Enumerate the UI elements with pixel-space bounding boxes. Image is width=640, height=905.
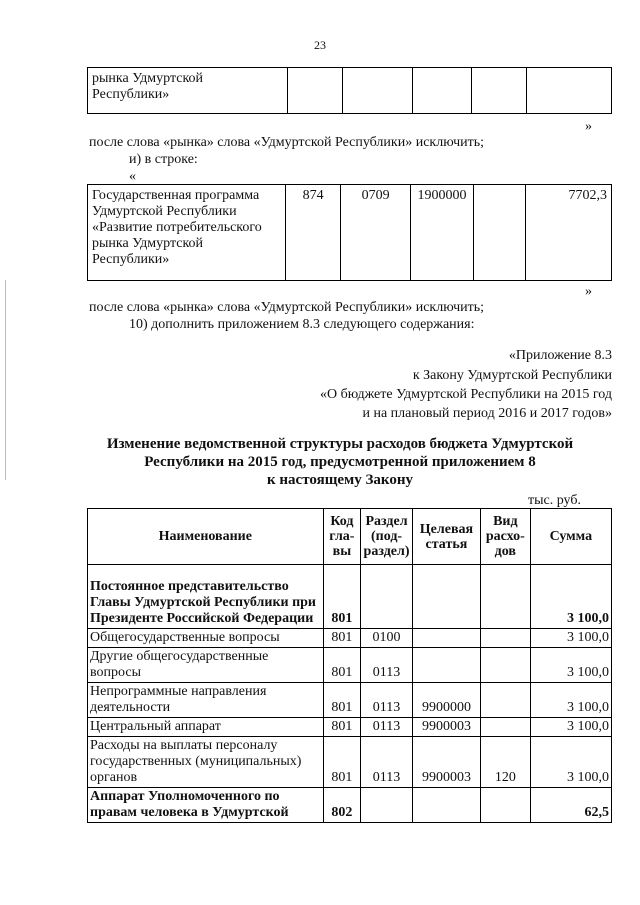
header-code: Код гла-вы <box>323 509 361 565</box>
cell-sum: 7702,3 <box>526 185 612 281</box>
cell-type <box>472 68 527 114</box>
table-row <box>88 648 612 683</box>
header-section: Раздел (под-раздел) <box>361 509 413 565</box>
row-name: Другие общегосударственные вопросы <box>88 648 324 683</box>
table-row <box>88 788 612 823</box>
row-section <box>361 565 413 629</box>
header-name: Наименование <box>88 509 324 565</box>
instruction-item-10: 10) дополнить приложением 8.3 следующего содержания: <box>129 317 475 332</box>
row-type <box>480 718 530 737</box>
row-target <box>412 648 480 683</box>
instruction-subitem: и) в строке: <box>129 152 198 167</box>
row-section: 0113 <box>361 718 413 737</box>
row-name: Непрограммные направления деятельности <box>88 683 324 718</box>
row-name: Государственная программа Удмуртской Республики «Развитие потребительского рынка Удмуртской Республики» <box>88 185 286 281</box>
amendment-table-1 <box>87 67 612 114</box>
page-number: 23 <box>314 38 326 52</box>
row-target: 9900003 <box>412 737 480 788</box>
row-section: 0113 <box>361 648 413 683</box>
row-name: Постоянное представительство Главы Удмуртской Республики при Президенте Российской Федерации <box>88 565 324 629</box>
appendix-line-1: «Приложение 8.3 <box>508 348 612 363</box>
cell-target: 1900000 <box>411 185 473 281</box>
row-target <box>412 629 480 648</box>
row-sum: 3 100,0 <box>530 683 611 718</box>
row-code: 801 <box>323 565 361 629</box>
appendix-line-2: к Закону Удмуртской Республики <box>412 368 612 383</box>
table-title-line-2: Республики на 2015 год, предусмотренной приложением 8 <box>144 454 536 470</box>
row-sum: 62,5 <box>530 788 611 823</box>
units-label: тыс. руб. <box>528 493 581 508</box>
row-type <box>480 788 530 823</box>
table-title-line-3: к настоящему Закону <box>267 472 413 488</box>
header-sum: Сумма <box>530 509 611 565</box>
row-section: 0100 <box>361 629 413 648</box>
row-type <box>480 683 530 718</box>
row-name: Центральный аппарат <box>88 718 324 737</box>
header-target: Целевая статья <box>412 509 480 565</box>
row-name: Расходы на выплаты персоналу государственных (муниципальных) органов <box>88 737 324 788</box>
row-target: 9900000 <box>412 683 480 718</box>
row-code: 801 <box>323 683 361 718</box>
cell-sum <box>527 68 612 114</box>
row-code: 801 <box>323 648 361 683</box>
row-code: 801 <box>323 737 361 788</box>
open-quote: « <box>129 169 136 184</box>
row-section: 0113 <box>361 683 413 718</box>
cell-code: 874 <box>286 185 341 281</box>
scan-edge-mark <box>5 280 6 480</box>
row-type: 120 <box>480 737 530 788</box>
instruction-line-2: после слова «рынка» слова «Удмуртской Республики» исключить; <box>89 300 485 315</box>
row-code: 802 <box>323 788 361 823</box>
row-sum: 3 100,0 <box>530 565 611 629</box>
row-name: рынка Удмуртской Республики» <box>88 68 288 114</box>
amendment-table-2 <box>87 184 612 281</box>
row-name: Аппарат Уполномоченного по правам человека в Удмуртской <box>88 788 324 823</box>
row-sum: 3 100,0 <box>530 629 611 648</box>
row-code: 801 <box>323 718 361 737</box>
row-type <box>480 565 530 629</box>
row-section <box>361 788 413 823</box>
close-quote: » <box>585 119 592 134</box>
row-type <box>480 629 530 648</box>
cell-section: 0709 <box>341 185 411 281</box>
row-type <box>480 648 530 683</box>
table-row <box>88 565 612 629</box>
row-sum: 3 100,0 <box>530 737 611 788</box>
table-row <box>88 737 612 788</box>
row-code: 801 <box>323 629 361 648</box>
row-target: 9900003 <box>412 718 480 737</box>
row-sum: 3 100,0 <box>530 718 611 737</box>
instruction-line: после слова «рынка» слова «Удмуртской Республики» исключить; <box>89 135 485 150</box>
cell-type <box>473 185 526 281</box>
row-section: 0113 <box>361 737 413 788</box>
table-row <box>88 683 612 718</box>
header-type: Вид расхо-дов <box>480 509 530 565</box>
cell-code <box>288 68 343 114</box>
table-title-line-1: Изменение ведомственной структуры расходов бюджета Удмуртской <box>106 436 574 452</box>
row-target <box>412 565 480 629</box>
row-sum: 3 100,0 <box>530 648 611 683</box>
table-row <box>88 718 612 737</box>
row-target <box>412 788 480 823</box>
appendix-line-4: и на плановый период 2016 и 2017 годов» <box>362 406 612 421</box>
table-row <box>88 629 612 648</box>
cell-target <box>412 68 472 114</box>
close-quote-2: » <box>585 284 592 299</box>
cell-section <box>343 68 413 114</box>
row-name: Общегосударственные вопросы <box>88 629 324 648</box>
appendix-line-3: «О бюджете Удмуртской Республики на 2015 год <box>319 387 612 402</box>
structure-table <box>87 508 612 823</box>
